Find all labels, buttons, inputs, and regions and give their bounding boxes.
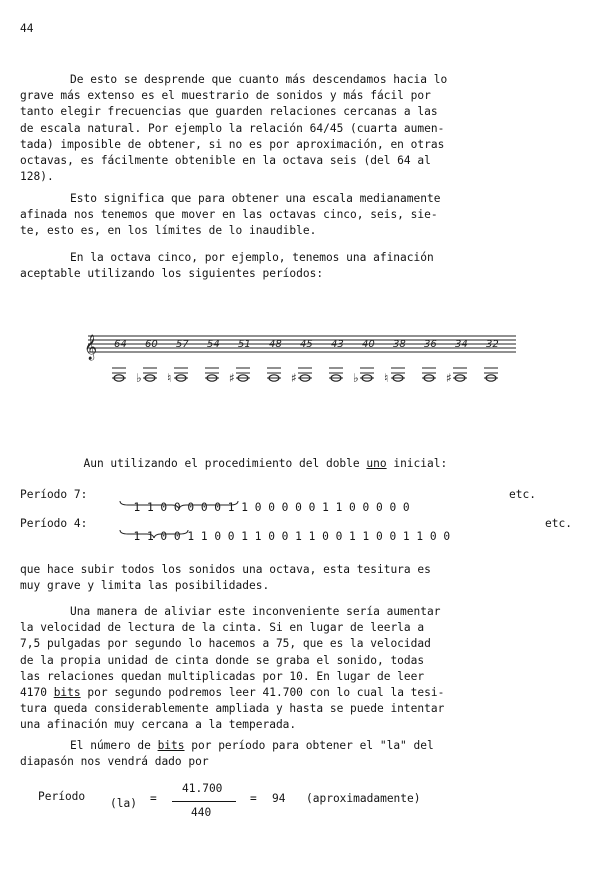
fraction-bar xyxy=(172,801,236,802)
period-number: 64 xyxy=(114,339,127,350)
music-staff xyxy=(84,326,524,396)
brace-icon xyxy=(118,529,190,539)
text-line: tura queda considerablemente ampliada y hasta se puede intentar xyxy=(20,702,445,716)
period-number: 54 xyxy=(207,339,220,350)
period-number: 38 xyxy=(393,339,406,350)
accidental-icon: ♯ xyxy=(291,371,297,385)
treble-clef-icon: 𝄞 xyxy=(84,335,98,360)
text-line: En la octava cinco, por ejemplo, tenemos una afinación xyxy=(70,251,434,264)
text-fragment: 4170 xyxy=(20,686,54,700)
text-line: muy grave y limita las posibilidades. xyxy=(20,579,270,593)
period-number: 36 xyxy=(424,339,437,350)
text-line: una afinación muy cercana a la temperada. xyxy=(20,718,297,732)
text-line: la velocidad de lectura de la cinta. Si en lugar de leerla a xyxy=(20,621,425,635)
paragraph-1 xyxy=(20,72,572,185)
text-line: tada) imposible de obtener, si no es por aproximación, en otras xyxy=(20,137,445,151)
paragraph-2 xyxy=(20,191,572,240)
text-line: que hace subir todos los sonidos una octava, esta tesitura es xyxy=(20,563,431,576)
period-number: 40 xyxy=(362,339,375,350)
paragraph-3 xyxy=(20,250,572,282)
text-line xyxy=(20,738,572,754)
text-line: 128). xyxy=(20,170,54,184)
text-line: 7,5 pulgadas por segundo lo hacemos a 75, que es la velocidad xyxy=(20,637,431,651)
text-line: de la propia unidad de cinta donde se graba el sonido, todas xyxy=(20,653,425,667)
periodo7-etc: etc. xyxy=(509,488,536,501)
text-line xyxy=(20,685,572,701)
period-number: 48 xyxy=(269,339,282,350)
music-staff-figure xyxy=(84,326,524,396)
aun-text-before: Aun utilizando el procedimiento del doble xyxy=(83,457,367,470)
formula-note: (aproximadamente) xyxy=(306,792,421,805)
periodo7-group: 1 1 0 0 0 0 0 xyxy=(133,501,222,514)
accidental-icon: ♭ xyxy=(353,371,359,385)
text-line: de escala natural. Por ejemplo la relación 64/45 (cuarta aumen- xyxy=(20,121,445,135)
text-fragment: por período para obtener el "la" del xyxy=(184,739,434,752)
accidental-icon: ♯ xyxy=(229,371,235,385)
text-fragment: El número de xyxy=(70,739,158,752)
aun-text-underlined: uno xyxy=(366,457,387,470)
text-line: grave más extenso es el muestrario de sonidos y más fácil por xyxy=(20,89,431,103)
aun-line xyxy=(70,444,447,470)
accidental-icon: ♯ xyxy=(446,371,452,385)
periodo4-rest: 1 1 0 0 1 1 0 0 1 1 0 0 1 1 0 0 1 1 0 0 xyxy=(187,530,451,543)
page-number: 44 xyxy=(20,22,34,35)
text-line: las relaciones quedan multiplicadas por 10. En lugar de leer xyxy=(20,669,425,683)
text-line: te, esto es, en los límites de lo inaudible. xyxy=(20,224,317,238)
periodo4-label: Período 4: xyxy=(20,517,88,530)
accidental-icon: ♭ xyxy=(136,371,142,385)
periodo7-label: Período 7: xyxy=(20,488,88,501)
text-line: De esto se desprende que cuanto más descendamos hacia lo xyxy=(70,73,448,86)
text-fragment: por segundo podremos leer 41.700 con lo cual la tesi- xyxy=(80,686,445,700)
formula-numerator: 41.700 xyxy=(182,782,223,795)
periodo7-rest: 1 1 0 0 0 0 0 1 1 0 0 0 0 0 xyxy=(227,501,410,514)
formula-equals: = xyxy=(150,792,157,805)
bits-underlined: bits xyxy=(53,686,81,700)
period-number: 57 xyxy=(176,339,189,350)
period-number: 51 xyxy=(238,339,251,350)
period-number: 32 xyxy=(486,339,499,350)
aun-text-after: inicial: xyxy=(386,457,448,470)
formula-subscript: (la) xyxy=(110,797,137,810)
brace-icon xyxy=(118,500,240,510)
text-line: Esto significa que para obtener una escala medianamente xyxy=(70,192,441,205)
periodo4-etc: etc. xyxy=(545,517,572,530)
text-line: Una manera de aliviar este inconveniente sería aumentar xyxy=(70,605,441,618)
text-line: afinada nos tenemos que mover en las octavas cinco, seis, sie- xyxy=(20,208,438,222)
text-line: aceptable utilizando los siguientes períodos: xyxy=(20,267,324,281)
period-number: 60 xyxy=(145,339,158,350)
period-number: 45 xyxy=(300,339,313,350)
paragraph-4 xyxy=(20,562,572,594)
accidental-icon: ♮ xyxy=(167,371,172,385)
paragraph-5 xyxy=(20,604,572,734)
text-line: octavas, es fácilmente obtenible en la octava seis (del 64 al xyxy=(20,154,431,168)
text-line: diapasón nos vendrá dado por xyxy=(20,755,209,769)
accidental-icon: ♮ xyxy=(384,371,389,385)
text-line: tanto elegir frecuencias que guarden relaciones cercanas a las xyxy=(20,105,438,119)
formula-denominator: 440 xyxy=(191,806,212,819)
formula-result: 94 xyxy=(272,792,286,805)
period-number: 34 xyxy=(455,339,468,350)
bits-underlined: bits xyxy=(157,739,185,752)
paragraph-6 xyxy=(20,738,572,770)
formula-equals: = xyxy=(250,792,257,805)
formula-label: Período xyxy=(38,790,86,803)
periodo4-group: 1 1 0 0 xyxy=(133,530,181,543)
period-number: 43 xyxy=(331,339,344,350)
